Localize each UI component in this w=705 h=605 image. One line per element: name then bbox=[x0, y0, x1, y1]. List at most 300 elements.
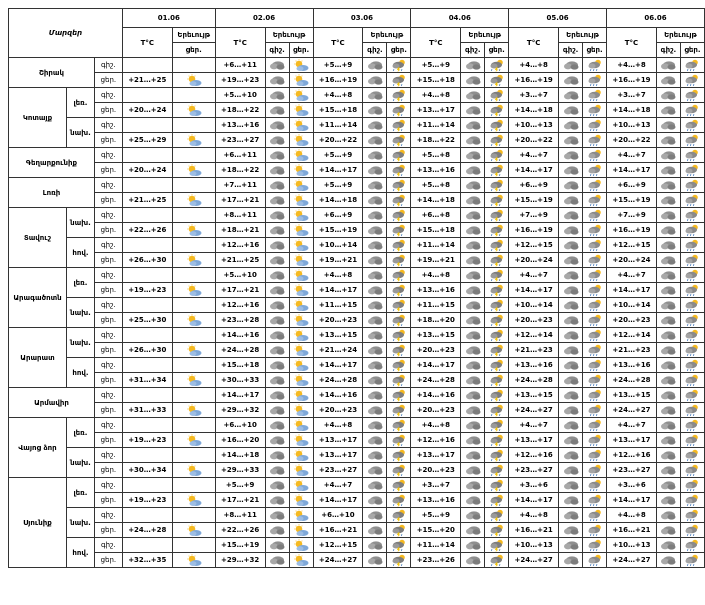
rain-icon bbox=[583, 373, 607, 388]
temp-value: +15…+18 bbox=[411, 73, 461, 88]
night-header: գիշ. bbox=[265, 43, 289, 58]
temp-value: +12…+16 bbox=[411, 433, 461, 448]
cloudy-icon bbox=[461, 208, 485, 223]
temp-value: +14…+17 bbox=[313, 163, 363, 178]
rain-icon bbox=[583, 493, 607, 508]
cloudy-icon bbox=[656, 283, 680, 298]
cloudy-icon bbox=[461, 223, 485, 238]
partly-cloudy-icon bbox=[172, 103, 215, 118]
temp-value: +4…+7 bbox=[607, 148, 657, 163]
phenomena-header: Երեւույթ bbox=[363, 28, 411, 43]
night-header: գիշ. bbox=[461, 43, 485, 58]
cloudy-icon bbox=[265, 463, 289, 478]
phenomena-header: Երեւույթ bbox=[461, 28, 509, 43]
regions-header: Մարզեր bbox=[9, 9, 123, 58]
cloudy-icon bbox=[559, 358, 583, 373]
cloudy-icon bbox=[656, 118, 680, 133]
temp-value: +13…+16 bbox=[607, 358, 657, 373]
temp-value: +23…+28 bbox=[215, 313, 265, 328]
temp-header: T°C bbox=[509, 28, 559, 58]
cloudy-icon bbox=[265, 313, 289, 328]
temp-value: +24…+28 bbox=[215, 343, 265, 358]
rain-icon bbox=[583, 538, 607, 553]
partly-cloudy-icon bbox=[289, 223, 313, 238]
thunderstorm-icon bbox=[387, 163, 411, 178]
cloudy-icon bbox=[363, 253, 387, 268]
cloudy-icon bbox=[265, 58, 289, 73]
cloudy-icon bbox=[363, 298, 387, 313]
cloudy-icon bbox=[461, 73, 485, 88]
rain-icon bbox=[680, 403, 704, 418]
thunderstorm-icon bbox=[387, 358, 411, 373]
rain-icon bbox=[680, 418, 704, 433]
partly-cloudy-icon bbox=[289, 58, 313, 73]
day-header: ցեր. bbox=[387, 43, 411, 58]
temp-value: +12…+15 bbox=[509, 238, 559, 253]
cloudy-icon bbox=[559, 298, 583, 313]
temp-value: +4…+8 bbox=[313, 88, 363, 103]
thunderstorm-icon bbox=[485, 223, 509, 238]
temp-value: +6…+8 bbox=[411, 208, 461, 223]
thunderstorm-icon bbox=[485, 418, 509, 433]
thunderstorm-icon bbox=[387, 403, 411, 418]
empty-cell bbox=[172, 268, 215, 283]
temp-value: +14…+16 bbox=[411, 388, 461, 403]
temp-value bbox=[122, 208, 172, 223]
temp-value: +20…+23 bbox=[607, 313, 657, 328]
temp-value: +5…+10 bbox=[215, 268, 265, 283]
temp-value: +15…+19 bbox=[313, 223, 363, 238]
temp-value: +14…+17 bbox=[509, 493, 559, 508]
thunderstorm-icon bbox=[485, 448, 509, 463]
night-header: գիշ. bbox=[559, 43, 583, 58]
temp-value: +19…+21 bbox=[411, 253, 461, 268]
cloudy-icon bbox=[559, 163, 583, 178]
cloudy-icon bbox=[656, 178, 680, 193]
temp-value: +10…+13 bbox=[509, 118, 559, 133]
temp-value: +12…+14 bbox=[607, 328, 657, 343]
temp-value: +10…+14 bbox=[509, 298, 559, 313]
thunderstorm-icon bbox=[387, 493, 411, 508]
cloudy-icon bbox=[363, 118, 387, 133]
cloudy-icon bbox=[461, 553, 485, 568]
temp-value bbox=[122, 538, 172, 553]
rain-icon bbox=[583, 283, 607, 298]
cloudy-icon bbox=[559, 103, 583, 118]
thunderstorm-icon bbox=[485, 313, 509, 328]
cloudy-icon bbox=[461, 508, 485, 523]
temp-value: +14…+18 bbox=[215, 448, 265, 463]
temp-value: +11…+15 bbox=[313, 298, 363, 313]
rain-icon bbox=[583, 73, 607, 88]
partly-cloudy-icon bbox=[172, 253, 215, 268]
rain-icon bbox=[680, 88, 704, 103]
empty-cell bbox=[172, 88, 215, 103]
cloudy-icon bbox=[656, 388, 680, 403]
temp-value: +3…+7 bbox=[411, 478, 461, 493]
cloudy-icon bbox=[656, 328, 680, 343]
rain-icon bbox=[680, 478, 704, 493]
cloudy-icon bbox=[363, 58, 387, 73]
partly-cloudy-icon bbox=[289, 133, 313, 148]
empty-cell bbox=[172, 298, 215, 313]
temp-value: +20…+23 bbox=[509, 313, 559, 328]
temp-header: T°C bbox=[411, 28, 461, 58]
partly-cloudy-icon bbox=[289, 358, 313, 373]
cloudy-icon bbox=[265, 103, 289, 118]
thunderstorm-icon bbox=[387, 373, 411, 388]
rain-icon bbox=[583, 403, 607, 418]
cloudy-icon bbox=[363, 193, 387, 208]
cloudy-icon bbox=[363, 163, 387, 178]
time-of-day-label: գիշ. bbox=[94, 238, 122, 253]
temp-value bbox=[122, 388, 172, 403]
cloudy-icon bbox=[265, 478, 289, 493]
temp-value: +3…+6 bbox=[607, 478, 657, 493]
thunderstorm-icon bbox=[485, 58, 509, 73]
partly-cloudy-icon bbox=[289, 103, 313, 118]
rain-icon bbox=[583, 163, 607, 178]
cloudy-icon bbox=[559, 238, 583, 253]
thunderstorm-icon bbox=[387, 298, 411, 313]
temp-value: +13…+15 bbox=[411, 328, 461, 343]
region-name: Շիրակ bbox=[9, 58, 95, 88]
partly-cloudy-icon bbox=[289, 148, 313, 163]
rain-icon bbox=[680, 358, 704, 373]
temp-value: +14…+17 bbox=[607, 493, 657, 508]
cloudy-icon bbox=[363, 328, 387, 343]
rain-icon bbox=[680, 388, 704, 403]
cloudy-icon bbox=[265, 88, 289, 103]
temp-value: +4…+8 bbox=[313, 268, 363, 283]
temp-value: +12…+16 bbox=[215, 238, 265, 253]
cloudy-icon bbox=[656, 538, 680, 553]
cloudy-icon bbox=[656, 253, 680, 268]
time-of-day-label: գիշ. bbox=[94, 178, 122, 193]
thunderstorm-icon bbox=[485, 283, 509, 298]
cloudy-icon bbox=[559, 253, 583, 268]
rain-icon bbox=[583, 238, 607, 253]
rain-icon bbox=[583, 343, 607, 358]
thunderstorm-icon bbox=[485, 238, 509, 253]
temp-value: +14…+17 bbox=[215, 388, 265, 403]
temp-value: +19…+23 bbox=[122, 493, 172, 508]
temp-value: +18…+22 bbox=[411, 133, 461, 148]
partly-cloudy-icon bbox=[289, 418, 313, 433]
day-header: ցեր. bbox=[485, 43, 509, 58]
thunderstorm-icon bbox=[485, 118, 509, 133]
temp-value: +4…+7 bbox=[607, 418, 657, 433]
temp-value: +20…+23 bbox=[411, 463, 461, 478]
thunderstorm-icon bbox=[485, 433, 509, 448]
temp-value: +12…+14 bbox=[509, 328, 559, 343]
temp-value: +13…+16 bbox=[411, 493, 461, 508]
temp-value: +13…+16 bbox=[411, 283, 461, 298]
partly-cloudy-icon bbox=[289, 238, 313, 253]
temp-value: +4…+8 bbox=[411, 268, 461, 283]
cloudy-icon bbox=[656, 208, 680, 223]
thunderstorm-icon bbox=[485, 358, 509, 373]
cloudy-icon bbox=[656, 358, 680, 373]
rain-icon bbox=[680, 343, 704, 358]
cloudy-icon bbox=[363, 88, 387, 103]
cloudy-icon bbox=[559, 553, 583, 568]
temp-value: +13…+17 bbox=[411, 103, 461, 118]
terrain-label: լեռ. bbox=[66, 478, 94, 508]
time-of-day-label: ցեր. bbox=[94, 523, 122, 538]
temp-value: +4…+8 bbox=[313, 418, 363, 433]
time-of-day-label: ցեր. bbox=[94, 343, 122, 358]
cloudy-icon bbox=[363, 403, 387, 418]
terrain-label: հով. bbox=[66, 358, 94, 388]
temp-value bbox=[122, 178, 172, 193]
temp-value: +19…+23 bbox=[122, 283, 172, 298]
phenomena-header: Երեւույթ bbox=[172, 28, 215, 43]
cloudy-icon bbox=[265, 73, 289, 88]
rain-icon bbox=[583, 178, 607, 193]
temp-value: +20…+23 bbox=[313, 313, 363, 328]
temp-value: +10…+13 bbox=[607, 118, 657, 133]
time-of-day-label: գիշ. bbox=[94, 538, 122, 553]
temp-value bbox=[122, 238, 172, 253]
cloudy-icon bbox=[559, 193, 583, 208]
terrain-label: լեռ. bbox=[66, 268, 94, 298]
cloudy-icon bbox=[363, 373, 387, 388]
time-of-day-label: ցեր. bbox=[94, 253, 122, 268]
temp-value: +11…+14 bbox=[313, 118, 363, 133]
temp-value: +30…+33 bbox=[215, 373, 265, 388]
cloudy-icon bbox=[461, 118, 485, 133]
cloudy-icon bbox=[265, 358, 289, 373]
cloudy-icon bbox=[656, 553, 680, 568]
temp-value bbox=[122, 118, 172, 133]
temp-value: +4…+7 bbox=[313, 478, 363, 493]
temp-value: +14…+17 bbox=[313, 493, 363, 508]
date-header: 01.06 bbox=[122, 9, 215, 28]
thunderstorm-icon bbox=[387, 553, 411, 568]
cloudy-icon bbox=[265, 253, 289, 268]
cloudy-icon bbox=[461, 343, 485, 358]
thunderstorm-icon bbox=[485, 538, 509, 553]
empty-cell bbox=[172, 418, 215, 433]
rain-icon bbox=[680, 148, 704, 163]
cloudy-icon bbox=[265, 298, 289, 313]
cloudy-icon bbox=[559, 328, 583, 343]
temp-value: +15…+19 bbox=[215, 538, 265, 553]
rain-icon bbox=[680, 268, 704, 283]
temp-value: +16…+21 bbox=[509, 523, 559, 538]
terrain-label: նախ. bbox=[66, 118, 94, 148]
temp-value: +13…+15 bbox=[313, 328, 363, 343]
thunderstorm-icon bbox=[387, 193, 411, 208]
cloudy-icon bbox=[461, 298, 485, 313]
thunderstorm-icon bbox=[485, 208, 509, 223]
cloudy-icon bbox=[461, 253, 485, 268]
thunderstorm-icon bbox=[387, 88, 411, 103]
cloudy-icon bbox=[265, 163, 289, 178]
cloudy-icon bbox=[656, 508, 680, 523]
thunderstorm-icon bbox=[387, 208, 411, 223]
rain-icon bbox=[680, 223, 704, 238]
thunderstorm-icon bbox=[387, 238, 411, 253]
cloudy-icon bbox=[461, 313, 485, 328]
partly-cloudy-icon bbox=[289, 283, 313, 298]
temp-value: +4…+7 bbox=[509, 148, 559, 163]
thunderstorm-icon bbox=[387, 148, 411, 163]
temp-value: +17…+21 bbox=[215, 193, 265, 208]
rain-icon bbox=[583, 508, 607, 523]
temp-value: +16…+21 bbox=[313, 523, 363, 538]
temp-value: +16…+21 bbox=[607, 523, 657, 538]
time-of-day-label: ցեր. bbox=[94, 403, 122, 418]
rain-icon bbox=[680, 58, 704, 73]
empty-cell bbox=[172, 358, 215, 373]
terrain-label: նախ. bbox=[66, 298, 94, 328]
temp-value: +14…+18 bbox=[509, 103, 559, 118]
temp-value: +20…+24 bbox=[122, 163, 172, 178]
temp-value: +29…+33 bbox=[215, 463, 265, 478]
temp-value: +24…+28 bbox=[411, 373, 461, 388]
partly-cloudy-icon bbox=[289, 493, 313, 508]
rain-icon bbox=[680, 163, 704, 178]
partly-cloudy-icon bbox=[289, 403, 313, 418]
cloudy-icon bbox=[265, 433, 289, 448]
rain-icon bbox=[583, 298, 607, 313]
thunderstorm-icon bbox=[387, 433, 411, 448]
partly-cloudy-icon bbox=[172, 373, 215, 388]
day-header: ցեր. bbox=[680, 43, 704, 58]
cloudy-icon bbox=[656, 463, 680, 478]
rain-icon bbox=[583, 523, 607, 538]
day-header: ցեր. bbox=[583, 43, 607, 58]
temp-value: +31…+33 bbox=[122, 403, 172, 418]
thunderstorm-icon bbox=[485, 268, 509, 283]
cloudy-icon bbox=[265, 553, 289, 568]
cloudy-icon bbox=[656, 133, 680, 148]
temp-value bbox=[122, 88, 172, 103]
temp-value: +13…+17 bbox=[313, 448, 363, 463]
partly-cloudy-icon bbox=[289, 208, 313, 223]
cloudy-icon bbox=[559, 133, 583, 148]
region-name: Կոտայք bbox=[9, 88, 67, 148]
cloudy-icon bbox=[656, 478, 680, 493]
partly-cloudy-icon bbox=[289, 373, 313, 388]
temp-value: +5…+9 bbox=[411, 508, 461, 523]
temp-value: +24…+27 bbox=[607, 553, 657, 568]
temp-value: +14…+18 bbox=[313, 193, 363, 208]
temp-value: +10…+13 bbox=[607, 538, 657, 553]
temp-header: T°C bbox=[215, 28, 265, 58]
temp-value: +15…+18 bbox=[411, 223, 461, 238]
temp-value: +7…+9 bbox=[509, 208, 559, 223]
partly-cloudy-icon bbox=[289, 388, 313, 403]
temp-value: +4…+8 bbox=[607, 58, 657, 73]
temp-value: +3…+7 bbox=[509, 88, 559, 103]
terrain-label: նախ. bbox=[66, 508, 94, 538]
rain-icon bbox=[680, 508, 704, 523]
terrain-label: լեռ. bbox=[66, 88, 94, 118]
temp-value: +7…+9 bbox=[607, 208, 657, 223]
temp-value: +16…+20 bbox=[215, 433, 265, 448]
cloudy-icon bbox=[265, 523, 289, 538]
temp-value: +14…+16 bbox=[313, 388, 363, 403]
cloudy-icon bbox=[363, 553, 387, 568]
cloudy-icon bbox=[461, 103, 485, 118]
temp-value: +18…+22 bbox=[215, 103, 265, 118]
temp-value: +24…+28 bbox=[509, 373, 559, 388]
cloudy-icon bbox=[461, 373, 485, 388]
cloudy-icon bbox=[265, 403, 289, 418]
thunderstorm-icon bbox=[485, 178, 509, 193]
temp-value: +5…+9 bbox=[313, 148, 363, 163]
time-of-day-label: ցեր. bbox=[94, 193, 122, 208]
cloudy-icon bbox=[656, 163, 680, 178]
cloudy-icon bbox=[656, 523, 680, 538]
cloudy-icon bbox=[461, 163, 485, 178]
partly-cloudy-icon bbox=[289, 73, 313, 88]
forecast-table bbox=[8, 8, 705, 568]
temp-header: T°C bbox=[313, 28, 363, 58]
night-header: գիշ. bbox=[656, 43, 680, 58]
temp-value: +21…+25 bbox=[122, 193, 172, 208]
time-of-day-label: գիշ. bbox=[94, 298, 122, 313]
thunderstorm-icon bbox=[387, 133, 411, 148]
cloudy-icon bbox=[461, 193, 485, 208]
phenomena-header: Երեւույթ bbox=[265, 28, 313, 43]
partly-cloudy-icon bbox=[172, 463, 215, 478]
rain-icon bbox=[583, 418, 607, 433]
temp-value: +14…+17 bbox=[411, 358, 461, 373]
rain-icon bbox=[583, 208, 607, 223]
temp-value: +13…+17 bbox=[313, 433, 363, 448]
time-of-day-label: ցեր. bbox=[94, 493, 122, 508]
thunderstorm-icon bbox=[485, 193, 509, 208]
cloudy-icon bbox=[265, 283, 289, 298]
empty-cell bbox=[172, 538, 215, 553]
cloudy-icon bbox=[656, 73, 680, 88]
cloudy-icon bbox=[265, 493, 289, 508]
rain-icon bbox=[680, 238, 704, 253]
cloudy-icon bbox=[265, 208, 289, 223]
cloudy-icon bbox=[656, 223, 680, 238]
temp-value: +10…+13 bbox=[509, 538, 559, 553]
thunderstorm-icon bbox=[485, 553, 509, 568]
thunderstorm-icon bbox=[387, 508, 411, 523]
partly-cloudy-icon bbox=[172, 523, 215, 538]
cloudy-icon bbox=[656, 448, 680, 463]
temp-value bbox=[122, 328, 172, 343]
rain-icon bbox=[680, 523, 704, 538]
time-of-day-label: գիշ. bbox=[94, 418, 122, 433]
cloudy-icon bbox=[559, 208, 583, 223]
empty-cell bbox=[172, 118, 215, 133]
temp-value: +5…+8 bbox=[411, 148, 461, 163]
cloudy-icon bbox=[656, 418, 680, 433]
cloudy-icon bbox=[559, 388, 583, 403]
region-name: Արագածոտն bbox=[9, 268, 67, 328]
temp-value: +13…+17 bbox=[509, 433, 559, 448]
temp-value: +8…+11 bbox=[215, 208, 265, 223]
temp-value: +12…+15 bbox=[607, 238, 657, 253]
temp-header: T°C bbox=[607, 28, 657, 58]
temp-value: +30…+34 bbox=[122, 463, 172, 478]
temp-value: +19…+23 bbox=[122, 433, 172, 448]
partly-cloudy-icon bbox=[172, 133, 215, 148]
cloudy-icon bbox=[363, 418, 387, 433]
cloudy-icon bbox=[461, 283, 485, 298]
thunderstorm-icon bbox=[387, 73, 411, 88]
temp-value: +14…+17 bbox=[607, 163, 657, 178]
